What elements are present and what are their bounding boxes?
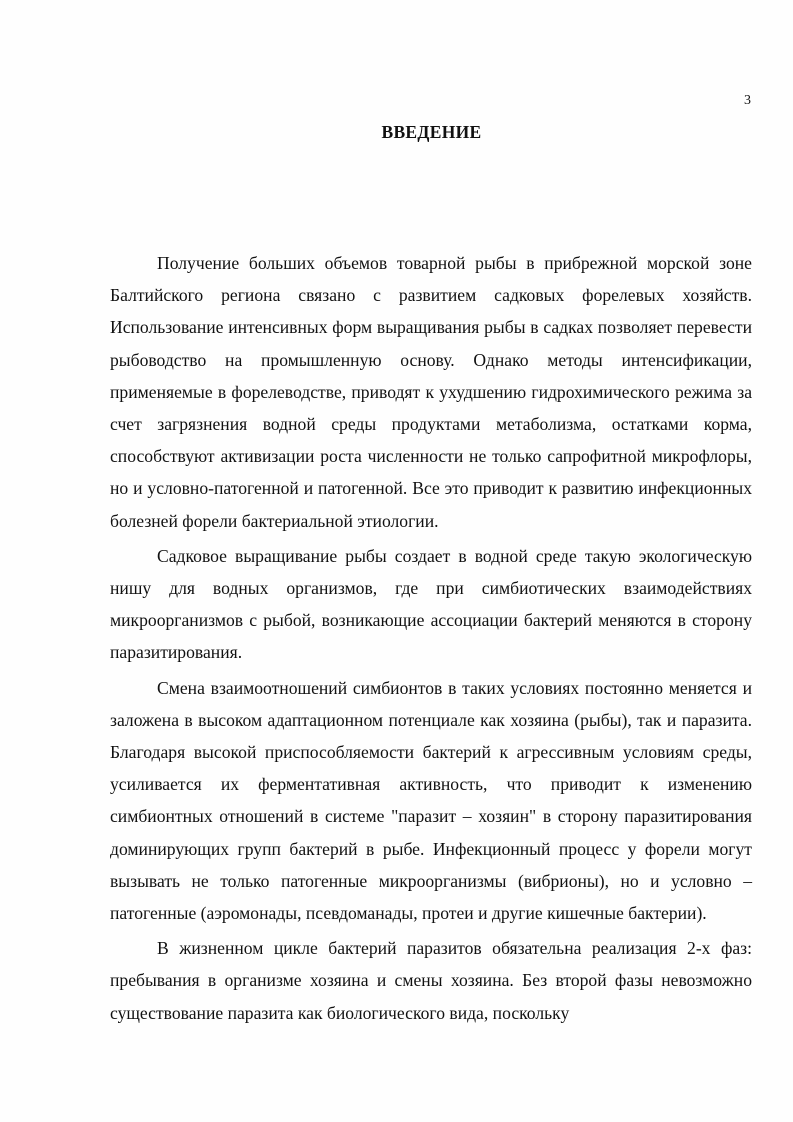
section-heading: ВВЕДЕНИЕ (381, 122, 482, 142)
paragraph: Садковое выращивание рыбы создает в водной среде такую экологическую нишу для водных организмов, где при симбиотических взаимодействиях микроорганизмов с рыбой, возникающие ассоциации бактерий меняются в сторону паразитирования. (110, 545, 752, 663)
paragraph: В жизненном цикле бактерий паразитов обязательна реализация 2-х фаз: пребывания в организме хозяина и смены хозяина. Без второй фазы невозможно существование паразита как биологического вида, поскольку (110, 938, 752, 1023)
page-number: 3 (744, 93, 751, 108)
paragraph: Получение больших объемов товарной рыбы в прибрежной морской зоне Балтийского региона связано с развитием садковых форелевых хозяйств. Использование интенсивных форм выращивания рыбы в садках позволяет перевести рыбоводство на промышленную основу. Однако методы интенсификации, применяемые в форелеводстве, приводят к ухудшению гидрохимического режима за счет загрязнения водной среды продуктами метаболизма, остатками корма, способствуют активизации роста численности не только сапрофитной микрофлоры, но и условно-патогенной и патогенной. Все это приводит к развитию инфекционных болезней форели бактериальной этиологии. (110, 253, 752, 531)
document-body (110, 247, 752, 1032)
paragraph: Смена взаимоотношений симбионтов в таких условиях постоянно меняется и заложена в высоком адаптационном потенциале как хозяина (рыбы), так и паразита. Благодаря высокой приспособляемости бактерий к агрессивным условиям среды, усиливается их ферментативная активность, что приводит к изменению симбионтных отношений в системе "паразит – хозяин" в сторону паразитирования доминирующих групп бактерий в рыбе. Инфекционный процесс у форели могут вызывать не только патогенные микроорганизмы (вибрионы), но и условно – патогенные (аэромонады, псевдоманады, протеи и другие кишечные бактерии). (110, 677, 752, 924)
